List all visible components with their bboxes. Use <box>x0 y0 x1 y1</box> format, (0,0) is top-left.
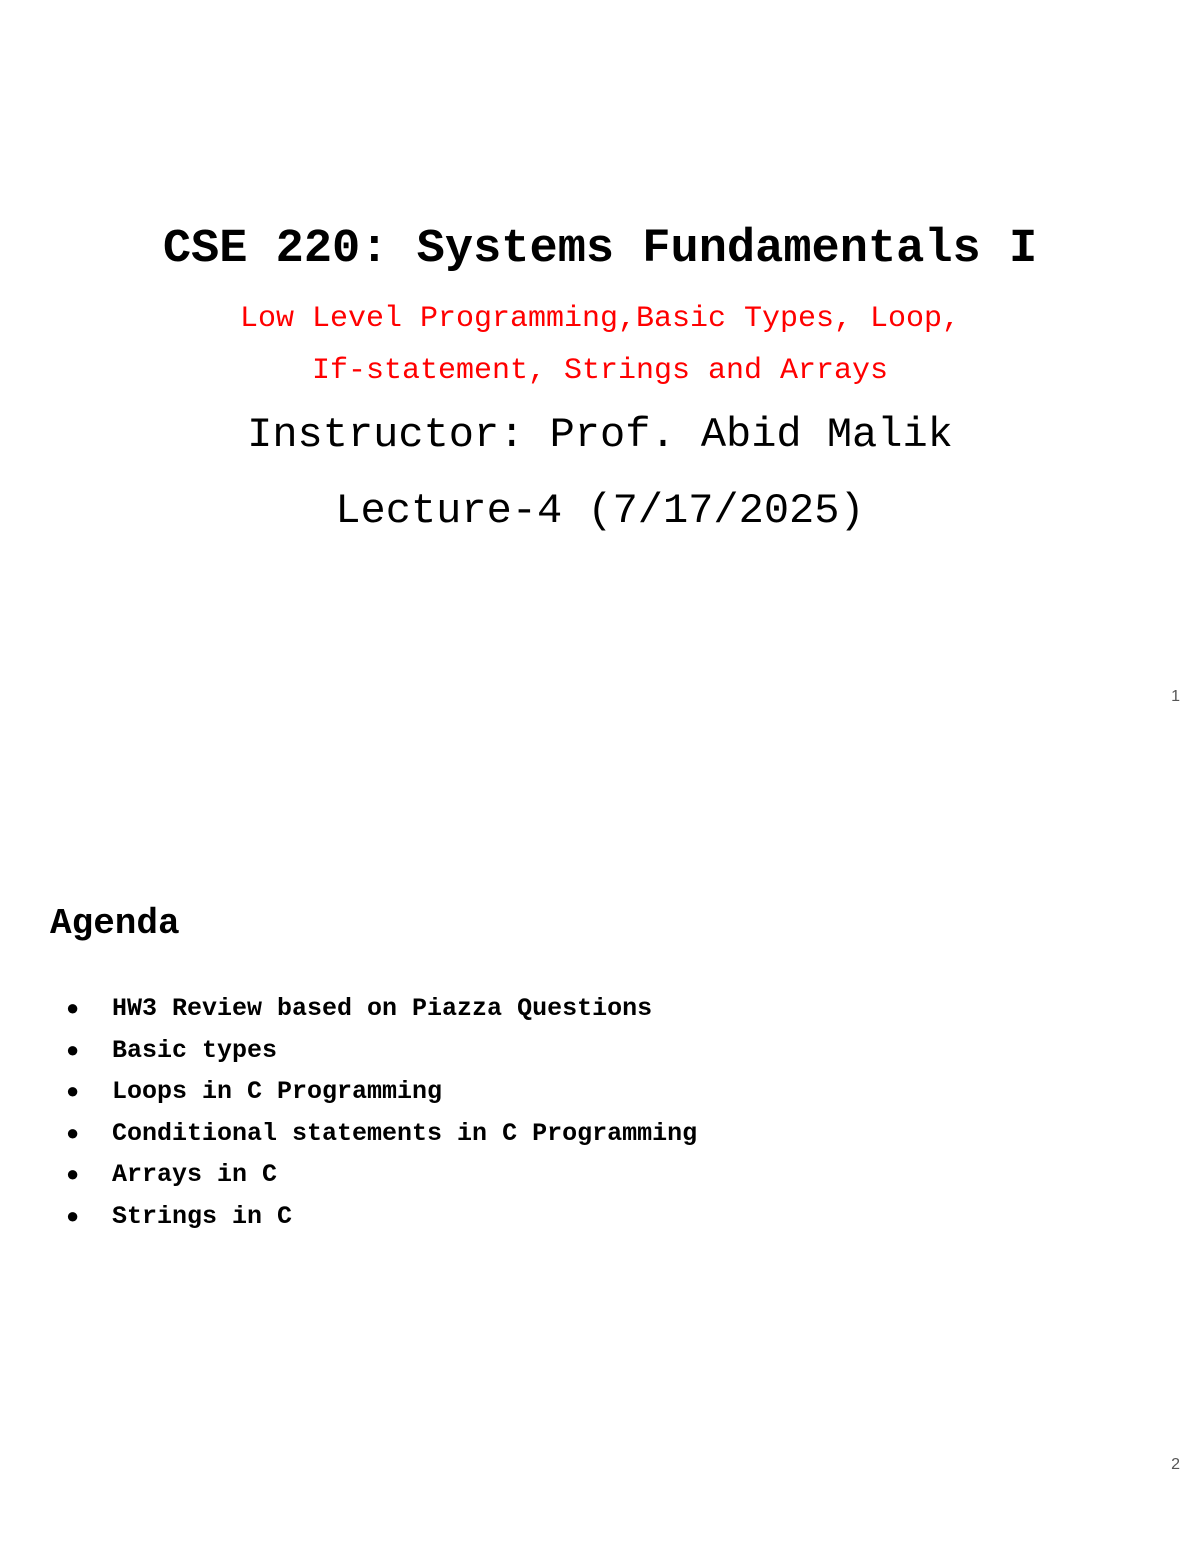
agenda-list <box>66 988 697 1237</box>
bullet-icon: ● <box>66 1121 80 1147</box>
bullet-icon: ● <box>66 1038 80 1064</box>
subtitle-line-1: Low Level Programming,Basic Types, Loop, <box>239 302 961 336</box>
agenda-heading: Agenda <box>50 903 180 944</box>
agenda-item-label: Strings in C <box>112 1201 293 1231</box>
subtitle-line-2: If-statement, Strings and Arrays <box>311 354 889 388</box>
agenda-item-label: HW3 Review based on Piazza Questions <box>112 994 653 1023</box>
agenda-item <box>66 1071 697 1113</box>
agenda-item <box>66 1113 697 1155</box>
bullet-icon: ● <box>66 1080 80 1105</box>
agenda-item <box>66 1154 697 1196</box>
page-number: 2 <box>1171 1456 1180 1473</box>
agenda-item <box>66 1030 697 1072</box>
page-number: 1 <box>1171 688 1180 705</box>
agenda-item-label: Arrays in C <box>112 1160 278 1189</box>
agenda-item <box>66 988 697 1030</box>
agenda-item-label: Loops in C Programming <box>112 1077 443 1106</box>
bullet-icon: ● <box>66 1204 80 1230</box>
agenda-item-label: Basic types <box>112 1035 278 1065</box>
agenda-item <box>66 1196 697 1238</box>
slide-agenda <box>0 776 1200 1553</box>
agenda-item-label: Conditional statements in C Programming <box>112 1118 698 1148</box>
course-title: CSE 220: Systems Fundamentals I <box>162 223 1038 276</box>
slide-title <box>0 0 1200 776</box>
bullet-icon: ● <box>66 1163 80 1188</box>
bullet-icon: ● <box>66 997 80 1022</box>
lecture-label: Lecture-4 (7/17/2025) <box>335 487 865 535</box>
instructor-name: Instructor: Prof. Abid Malik <box>247 411 953 459</box>
